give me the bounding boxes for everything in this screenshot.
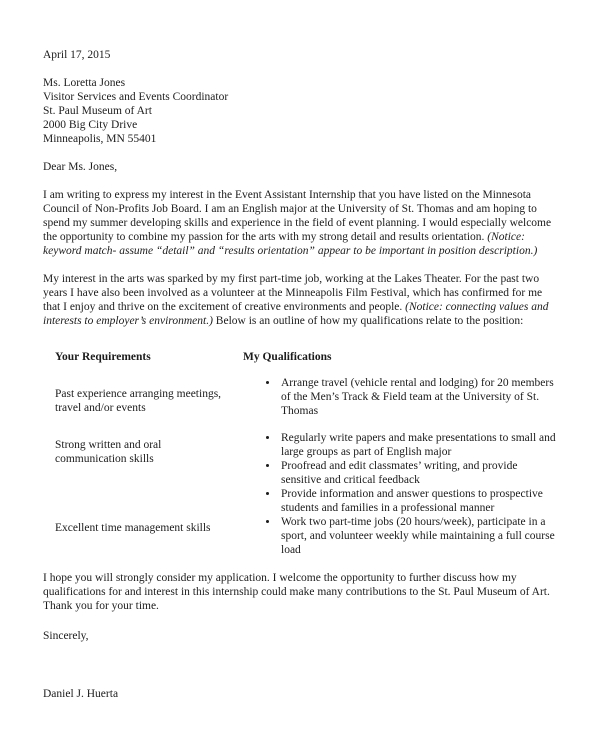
qualification-list xyxy=(243,376,557,418)
recipient-organization: St. Paul Museum of Art xyxy=(43,105,152,117)
requirement-text: Excellent time management skills xyxy=(55,522,211,534)
letter-date: April 17, 2015 xyxy=(43,49,111,61)
recipient-name: Ms. Loretta Jones xyxy=(43,77,126,89)
salutation: Dear Ms. Jones, xyxy=(43,161,118,173)
paragraph-2 xyxy=(43,272,557,328)
table-row xyxy=(55,515,557,557)
qualification-cell xyxy=(243,515,557,557)
recipient-title: Visitor Services and Events Coordinator xyxy=(43,91,229,103)
requirement-text: Strong written and oral communication skills xyxy=(55,439,162,465)
paragraph-2-notice: (Notice: connecting values and interests to employer’s environment.) xyxy=(43,301,549,327)
paragraph-1-notice: (Notice: keyword match- assume “detail” and “results orientation” appear to be important in position description.) xyxy=(43,231,538,257)
paragraph-2-tail: Below is an outline of how my qualifications relate to the position: xyxy=(212,315,524,327)
qualification-item: • Arrange travel (vehicle rental and lodging) for 20 members of the Men’s Track & Field team at the University of St. Thomas xyxy=(279,376,557,418)
requirements-header: Your Requirements xyxy=(55,351,151,363)
qualification-cell xyxy=(243,431,557,515)
table-row xyxy=(55,431,557,515)
signature-name: Daniel J. Huerta xyxy=(43,688,119,700)
signature-space xyxy=(43,657,557,687)
table-row xyxy=(55,376,557,418)
recipient-city-state-zip: Minneapolis, MN 55401 xyxy=(43,133,157,145)
closing-paragraph: I hope you will strongly consider my application. I welcome the opportunity to further discuss how my qualifications for and interest in this internship could make many contributions to the St. Paul Museum of Art. Thank you for your time. xyxy=(43,572,550,612)
paragraph-1-text: I am writing to express my interest in the Event Assistant Internship that you have listed on the Minnesota Council of Non-Profits Job Board. I am an English major at the University of St. Thomas and am hoping to spend my summer developing skills and experience in the field of event planning. I would especially welcome the opportunity to combine my passion for the arts with my strong detail and results orientation. xyxy=(43,189,552,243)
recipient-street: 2000 Big City Drive xyxy=(43,119,138,131)
qualification-item: • Regularly write papers and make presentations to small and large groups as part of English major xyxy=(279,431,557,459)
qualification-item: • Proofread and edit classmates’ writing, and provide sensitive and critical feedback xyxy=(279,459,557,487)
qualifications-table xyxy=(55,350,557,557)
qualifications-header: My Qualifications xyxy=(243,351,332,363)
valediction: Sincerely, xyxy=(43,630,89,642)
requirement-text: Past experience arranging meetings, travel and/or events xyxy=(55,388,222,414)
recipient-address-block xyxy=(43,76,557,146)
paragraph-1 xyxy=(43,188,557,258)
qualification-item: • Provide information and answer questions to prospective students and families in a professional manner xyxy=(279,487,557,515)
qualification-cell xyxy=(243,376,557,418)
qualification-list xyxy=(243,431,557,515)
qualification-list xyxy=(243,515,557,557)
table-header-row xyxy=(55,350,557,364)
paragraph-2-text: My interest in the arts was sparked by my first part-time job, working at the Lakes Theater. For the past two years I have also been involved as a volunteer at the Minneapolis Film Festival, which has confirmed for me that I enjoy and thrive on the excitement of creative environments and people. xyxy=(43,273,543,313)
qualification-item: • Work two part-time jobs (20 hours/week), participate in a sport, and volunteer weekly while maintaining a full course load xyxy=(279,515,557,557)
